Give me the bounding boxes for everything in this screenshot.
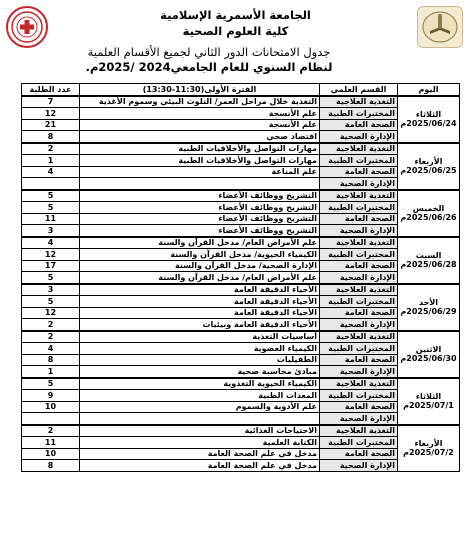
table-row (22, 131, 460, 143)
student-count-cell: 2 (22, 425, 80, 437)
day-date: 2025/06/26م (400, 213, 457, 222)
title-line-2: لنظام السنوي للعام الجامعي2024 /2025م. (85, 60, 333, 74)
header-count: عدد الطلبة (22, 84, 80, 96)
student-count-cell: 10 (22, 401, 80, 413)
table-row (22, 166, 460, 178)
department-cell: المختبرات الطبية (320, 202, 398, 214)
student-count-cell: 11 (22, 437, 80, 449)
student-count-cell: 4 (22, 237, 80, 249)
department-cell: المختبرات الطبية (320, 437, 398, 449)
day-cell (398, 237, 460, 284)
student-count-cell: 11 (22, 213, 80, 225)
subject-cell: علم الأدوية والسموم (80, 401, 320, 413)
table-row (22, 202, 460, 214)
table-row (22, 272, 460, 284)
table-row (22, 366, 460, 378)
subject-cell: التغذية خلال مراحل العمر/ التلوث البيئي وسموم الأغذية (80, 96, 320, 108)
student-count-cell: 5 (22, 272, 80, 284)
table-row (22, 354, 460, 366)
day-cell (398, 378, 460, 425)
student-count-cell: 3 (22, 284, 80, 296)
student-count-cell: 8 (22, 460, 80, 472)
table-row (22, 331, 460, 343)
student-count-cell: 17 (22, 260, 80, 272)
table-row (22, 155, 460, 167)
table-row (22, 213, 460, 225)
header-period: الفترة الأولى(11:30-13:30) (80, 84, 320, 96)
student-count-cell: 5 (22, 378, 80, 390)
day-name: الأحد (418, 297, 439, 307)
table-row (22, 401, 460, 413)
subject-cell: التشريح ووظائف الأعضاء (80, 213, 320, 225)
subject-cell: اقتصاد صحي (80, 131, 320, 143)
department-cell: التغذية العلاجية (320, 331, 398, 343)
department-cell: المختبرات الطبية (320, 155, 398, 167)
day-name: الاثنين (415, 344, 442, 354)
department-cell: المختبرات الطبية (320, 108, 398, 120)
department-cell: الصحة العامة (320, 260, 398, 272)
department-cell: الإدارة الصحية (320, 319, 398, 331)
department-cell: الإدارة الصحية (320, 225, 398, 237)
student-count-cell: 3 (22, 225, 80, 237)
day-cell (398, 425, 460, 472)
table-row (22, 307, 460, 319)
subject-cell: الطفيليات (80, 354, 320, 366)
table-row (22, 143, 460, 155)
subject-cell: مدخل في علم الصحة العامة (80, 448, 320, 460)
department-cell: المختبرات الطبية (320, 249, 398, 261)
department-cell: التغذية العلاجية (320, 284, 398, 296)
department-cell: التغذية العلاجية (320, 190, 398, 202)
table-row (22, 119, 460, 131)
subject-cell: الأحياء الدقيقة العامة (80, 307, 320, 319)
department-cell: الصحة العامة (320, 307, 398, 319)
student-count-cell: 9 (22, 390, 80, 402)
department-cell: الصحة العامة (320, 119, 398, 131)
department-cell: الإدارة الصحية (320, 272, 398, 284)
department-cell: الصحة العامة (320, 354, 398, 366)
subject-cell: مهارات التواصل والأخلاقيات الطبية (80, 143, 320, 155)
table-row (22, 260, 460, 272)
day-name: الخميس (412, 203, 445, 213)
subject-cell: المعدات الطبية (80, 390, 320, 402)
student-count-cell: 4 (22, 343, 80, 355)
table-row (22, 108, 460, 120)
day-cell (398, 190, 460, 237)
subject-cell: التشريح ووظائف الأعضاء (80, 202, 320, 214)
institution-header (0, 7, 471, 39)
student-count-cell: 4 (22, 166, 80, 178)
table-row (22, 96, 460, 108)
department-cell: الصحة العامة (320, 213, 398, 225)
day-date: 2025/06/24م (400, 119, 457, 128)
day-name: السبت (415, 250, 442, 260)
subject-cell: الكتابة العلمية (80, 437, 320, 449)
student-count-cell: 5 (22, 202, 80, 214)
table-row (22, 225, 460, 237)
subject-cell: علم المناعة (80, 166, 320, 178)
day-cell (398, 143, 460, 190)
faculty-name: كلية العلوم الصحية (182, 24, 289, 38)
student-count-cell: 5 (22, 296, 80, 308)
table-body (22, 96, 460, 472)
day-cell (398, 284, 460, 331)
subject-cell: أساسيات التغذية (80, 331, 320, 343)
student-count-cell: 12 (22, 307, 80, 319)
subject-cell: علم الأمراض العام/ مدخل القرآن والسنة (80, 237, 320, 249)
student-count-cell: 2 (22, 331, 80, 343)
department-cell: التغذية العلاجية (320, 143, 398, 155)
university-name: الجامعة الأسمرية الإسلامية (160, 8, 311, 22)
department-cell: التغذية العلاجية (320, 425, 398, 437)
subject-cell: التشريح ووظائف الأعضاء (80, 190, 320, 202)
day-date: 2025/07/2م (403, 448, 454, 457)
department-cell: التغذية العلاجية (320, 378, 398, 390)
table-row (22, 296, 460, 308)
subject-cell: الكيمياء العضوية (80, 343, 320, 355)
table-row (22, 237, 460, 249)
student-count-cell: 7 (22, 96, 80, 108)
day-date: 2025/06/28م (400, 260, 457, 269)
student-count-cell: 8 (22, 131, 80, 143)
student-count-cell (22, 413, 80, 425)
table-row (22, 319, 460, 331)
department-cell: الصحة العامة (320, 401, 398, 413)
department-cell: الإدارة الصحية (320, 460, 398, 472)
subject-cell: الأحياء الدقيقة العامة (80, 284, 320, 296)
table-row (22, 448, 460, 460)
subject-cell: مدخل في علم الصحة العامة (80, 460, 320, 472)
student-count-cell: 1 (22, 155, 80, 167)
day-name: الأربعاء (414, 438, 443, 448)
exam-schedule-table (21, 83, 460, 472)
table-row (22, 390, 460, 402)
student-count-cell: 1 (22, 366, 80, 378)
document-title (59, 45, 359, 75)
student-count-cell: 2 (22, 143, 80, 155)
day-cell (398, 96, 460, 143)
title-line-1: جدول الامتحانات الدور الثاني لجميع الأقسام العلمية (87, 45, 331, 59)
student-count-cell: 2 (22, 319, 80, 331)
student-count-cell: 8 (22, 354, 80, 366)
table-row (22, 343, 460, 355)
subject-cell: مبادئ محاسبة صحية (80, 366, 320, 378)
day-date: 2025/06/29م (400, 307, 457, 316)
department-cell: المختبرات الطبية (320, 390, 398, 402)
table-row (22, 425, 460, 437)
table-row (22, 413, 460, 425)
table-row (22, 437, 460, 449)
table-header-row (22, 84, 460, 96)
department-cell: الإدارة الصحية (320, 131, 398, 143)
table-row (22, 190, 460, 202)
student-count-cell: 21 (22, 119, 80, 131)
department-cell: الإدارة الصحية (320, 366, 398, 378)
day-date: 2025/06/30م (400, 354, 457, 363)
department-cell: التغذية العلاجية (320, 96, 398, 108)
department-cell: المختبرات الطبية (320, 343, 398, 355)
student-count-cell (22, 178, 80, 190)
day-date: 2025/06/25م (400, 166, 457, 175)
department-cell: التغذية العلاجية (320, 237, 398, 249)
subject-cell: التشريح ووظائف الأعضاء (80, 225, 320, 237)
subject-cell: الإدارة الصحية/ مدخل القرآن والسنة (80, 260, 320, 272)
student-count-cell: 5 (22, 190, 80, 202)
table-row (22, 460, 460, 472)
header-day: اليوم (398, 84, 460, 96)
student-count-cell: 12 (22, 249, 80, 261)
student-count-cell: 12 (22, 108, 80, 120)
department-cell: الصحة العامة (320, 448, 398, 460)
subject-cell: الأحياء الدقيقة العامة وبيئيات (80, 319, 320, 331)
department-cell: المختبرات الطبية (320, 296, 398, 308)
student-count-cell: 10 (22, 448, 80, 460)
subject-cell: الاحتياجات الغذائية (80, 425, 320, 437)
day-date: 2025/07/1م (403, 401, 454, 410)
table-row (22, 178, 460, 190)
subject-cell (80, 178, 320, 190)
subject-cell: الكيمياء الحيوية/ مدخل القرآن والسنة (80, 249, 320, 261)
department-cell: الإدارة الصحية (320, 413, 398, 425)
department-cell: الإدارة الصحية (320, 178, 398, 190)
day-name: الثلاثاء (415, 391, 442, 401)
subject-cell: مهارات التواصل والأخلاقيات الطبية (80, 155, 320, 167)
department-cell: الصحة العامة (320, 166, 398, 178)
header-department: القسم العلمي (320, 84, 398, 96)
table-row (22, 249, 460, 261)
day-name: الأربعاء (414, 156, 443, 166)
table-row (22, 378, 460, 390)
subject-cell: علم الأنسجة (80, 108, 320, 120)
subject-cell: علم الأنسجة (80, 119, 320, 131)
day-name: الثلاثاء (415, 109, 442, 119)
subject-cell (80, 413, 320, 425)
day-cell (398, 331, 460, 378)
table-row (22, 284, 460, 296)
subject-cell: الكيمياء الحيوية التغذوية (80, 378, 320, 390)
subject-cell: علم الأمراض العام/ مدخل القرآن والسنة (80, 272, 320, 284)
subject-cell: الأحياء الدقيقة العامة (80, 296, 320, 308)
